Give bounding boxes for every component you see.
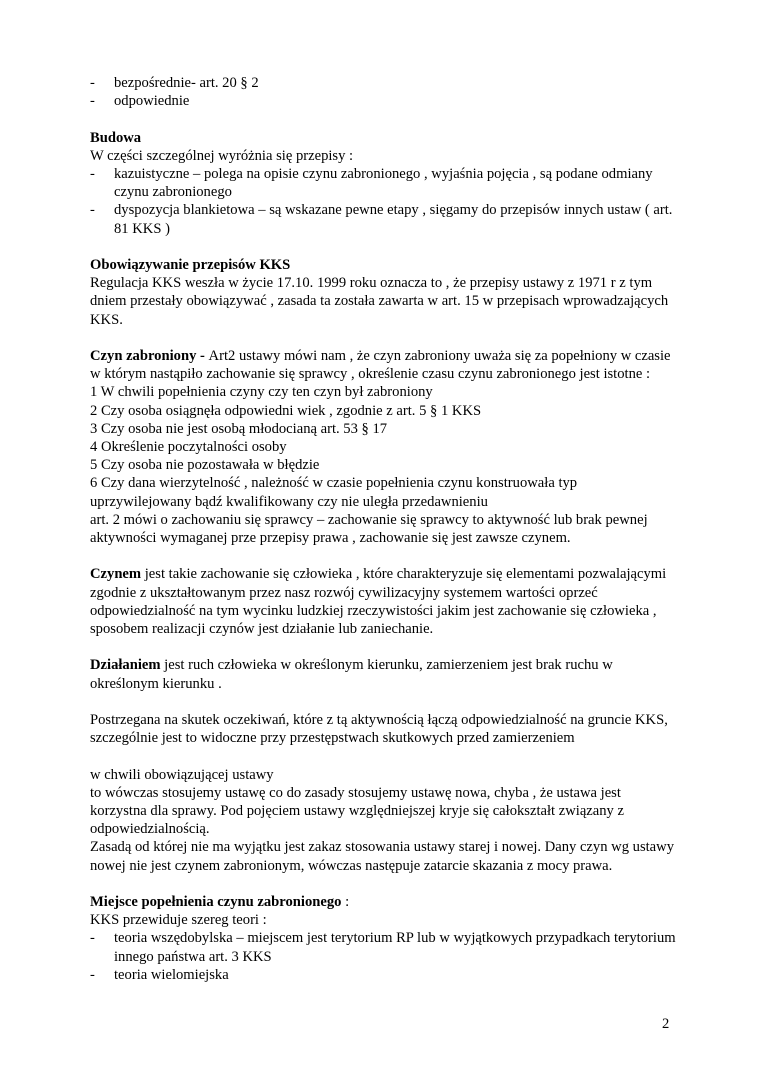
paragraph: Postrzegana na skutek oczekiwań, które z tą aktywnością łączą odpowiedzialność na gruncie KKS, szczególnie jest to widoczne przy przestępstwach skutkowych przed zamierzeniem xyxy=(90,712,668,747)
paragraph-czynem xyxy=(90,565,680,638)
paragraph: to wówczas stosujemy ustawę co do zasady stosujemy ustawę nowa, chyba , że ustawa jest korzystna dla sprawy. Pod pojęciem ustawy względniejszej kryje się całokształt związany z odpowiedzialnością. xyxy=(90,784,624,838)
term-czynem: Czynem xyxy=(90,566,142,583)
numbered-item: 3 Czy osoba nie jest osobą młodocianą art. 53 § 17 xyxy=(90,420,388,437)
numbered-item: 4 Określenie poczytalności osoby xyxy=(90,439,287,456)
numbered-item: 2 Czy osoba osiągnęła odpowiedni wiek , zgodnie z art. 5 § 1 KKS xyxy=(90,402,482,419)
heading-suffix: : xyxy=(341,894,350,911)
bullet-dash: - xyxy=(90,202,95,219)
numbered-item: 5 Czy osoba nie pozostawała w błędzie xyxy=(90,457,320,474)
list-item-text: dyspozycja blankietowa – są wskazane pewne etapy , sięgamy do przepisów innych ustaw ( art. 81 KKS ) xyxy=(114,202,673,237)
list-item xyxy=(90,929,680,965)
paragraph-text: jest ruch człowieka w określonym kierunku, zamierzeniem jest brak ruchu w określonym kierunku . xyxy=(90,657,613,692)
term-czyn-zabroniony: Czyn zabroniony xyxy=(90,348,197,364)
term-separator: - xyxy=(196,348,209,364)
paragraph-czyn-zabroniony xyxy=(90,347,680,383)
bullet-dash: - xyxy=(90,966,95,983)
term-dzialaniem: Działaniem xyxy=(90,657,161,674)
paragraph: Regulacja KKS weszła w życie 17.10. 1999 roku oznacza to , że przepisy ustawy z 1971 r z tym dniem przestały obowiązywać , zasada ta została zawarta w art. 15 w przepisach wprowadzających KKS. xyxy=(90,275,669,328)
list-item-text: bezpośrednie- art. 20 § 2 xyxy=(114,75,259,91)
list-item-text: kazuistyczne – polega na opisie czynu zabronionego , wyjaśnia pojęcia , są podane odmiany czynu zabronionego xyxy=(114,166,653,201)
paragraph: w chwili obowiązującej ustawy xyxy=(90,766,274,783)
paragraph-dzialaniem xyxy=(90,656,680,692)
bullet-dash: - xyxy=(90,75,95,91)
bullet-dash: - xyxy=(90,93,95,110)
section-heading-obowiazywanie: Obowiązywanie przepisów KKS xyxy=(90,257,291,273)
section-heading-budowa: Budowa xyxy=(90,129,142,146)
section-heading-miejsce: Miejsce popełnienia czynu zabronionego xyxy=(90,894,342,911)
list-item xyxy=(90,966,680,984)
document-page xyxy=(90,74,680,984)
list-item-text: odpowiednie xyxy=(114,93,190,110)
bullet-dash: - xyxy=(90,930,95,947)
list-item xyxy=(90,201,680,237)
page-number: 2 xyxy=(662,1016,670,1032)
list-item-text: teoria wielomiejska xyxy=(114,966,229,983)
paragraph-text: Art2 ustawy mówi nam , że czyn zabroniony uważa się za popełniony w czasie w którym nastąpiło zachowanie się sprawcy , określenie czasu czynu zabronionego jest istotne : xyxy=(90,348,671,383)
paragraph: art. 2 mówi o zachowaniu się sprawcy – zachowanie się sprawcy to aktywność lub brak pewnej aktywności wymaganej prze przepisy prawa , zachowanie się jest zawsze czynem. xyxy=(90,511,648,547)
paragraph: W części szczególnej wyróżnia się przepisy : xyxy=(90,147,354,164)
bullet-dash: - xyxy=(90,166,95,182)
paragraph: KKS przewiduje szereg teori : xyxy=(90,912,267,929)
paragraph-miejsce xyxy=(90,893,680,911)
list-item-text: teoria wszędobylska – miejscem jest terytorium RP lub w wyjątkowych przypadkach terytorium innego państwa art. 3 KKS xyxy=(114,930,676,965)
list-item xyxy=(90,92,680,110)
numbered-item: 6 Czy dana wierzytelność , należność w czasie popełnienia czynu konstruowała typ uprzywilejowany bądź kwalifikowany czy nie uległa przedawnieniu xyxy=(90,475,578,510)
list-item xyxy=(90,165,680,201)
list-item xyxy=(90,74,680,92)
numbered-item: 1 W chwili popełnienia czyny czy ten czyn był zabroniony xyxy=(90,384,433,401)
paragraph: Zasadą od której nie ma wyjątku jest zakaz stosowania ustawy starej i nowej. Dany czyn wg ustawy nowej nie jest czynem zabronionym, wówczas następuje zatarcie skazania z mocy prawa. xyxy=(90,839,674,874)
paragraph-text: jest takie zachowanie się człowieka , które charakteryzuje się elementami pozwalającymi zgodnie z ukształtowanym przez nasz rozwój cywilizacyjny systemem wartości oprzeć odpowiedzialność na tym wycinku ludzkiej rzeczywistości jakim jest zachowanie się człowieka , sposobem realizacji czynów jest działanie lub zaniechanie. xyxy=(90,566,667,638)
